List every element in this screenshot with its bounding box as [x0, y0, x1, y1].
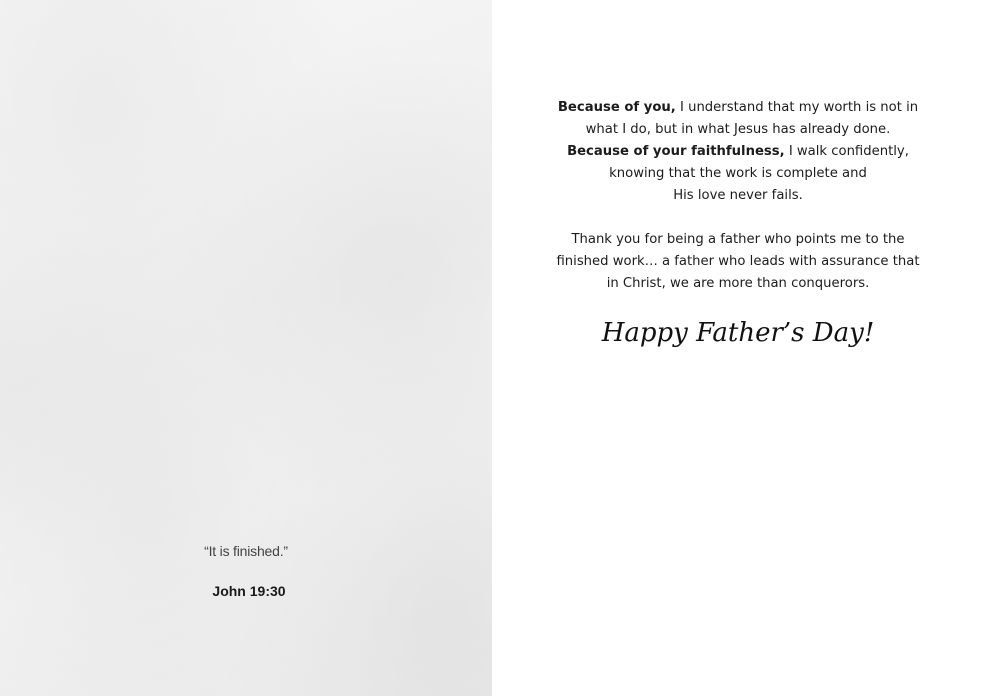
message-paragraph-2	[492, 229, 984, 295]
message-line: what I do, but in what Jesus has already done.	[585, 122, 891, 137]
message-line: His love never fails.	[673, 188, 803, 203]
closing-greeting: Happy Father’s Day!	[601, 318, 875, 348]
message-line: Thank you for being a father who points me to the	[571, 232, 905, 247]
message-line: finished work… a father who leads with assurance that	[556, 254, 920, 269]
message-text: I walk confidently,	[784, 144, 909, 159]
bold-phrase: Because of your faithfulness,	[567, 144, 785, 159]
message-line	[492, 97, 984, 119]
scripture-quote: “It is finished.”	[204, 543, 288, 559]
scripture-reference: John 19:30	[212, 583, 286, 599]
message-line	[492, 141, 984, 163]
message-text: I understand that my worth is not in	[675, 100, 919, 115]
message-paragraph-1	[492, 97, 984, 207]
message-line: knowing that the work is complete and	[609, 166, 867, 181]
message-line: in Christ, we are more than conquerors.	[606, 276, 870, 291]
bold-phrase: Because of you,	[557, 100, 676, 115]
card-right-panel	[492, 0, 984, 696]
